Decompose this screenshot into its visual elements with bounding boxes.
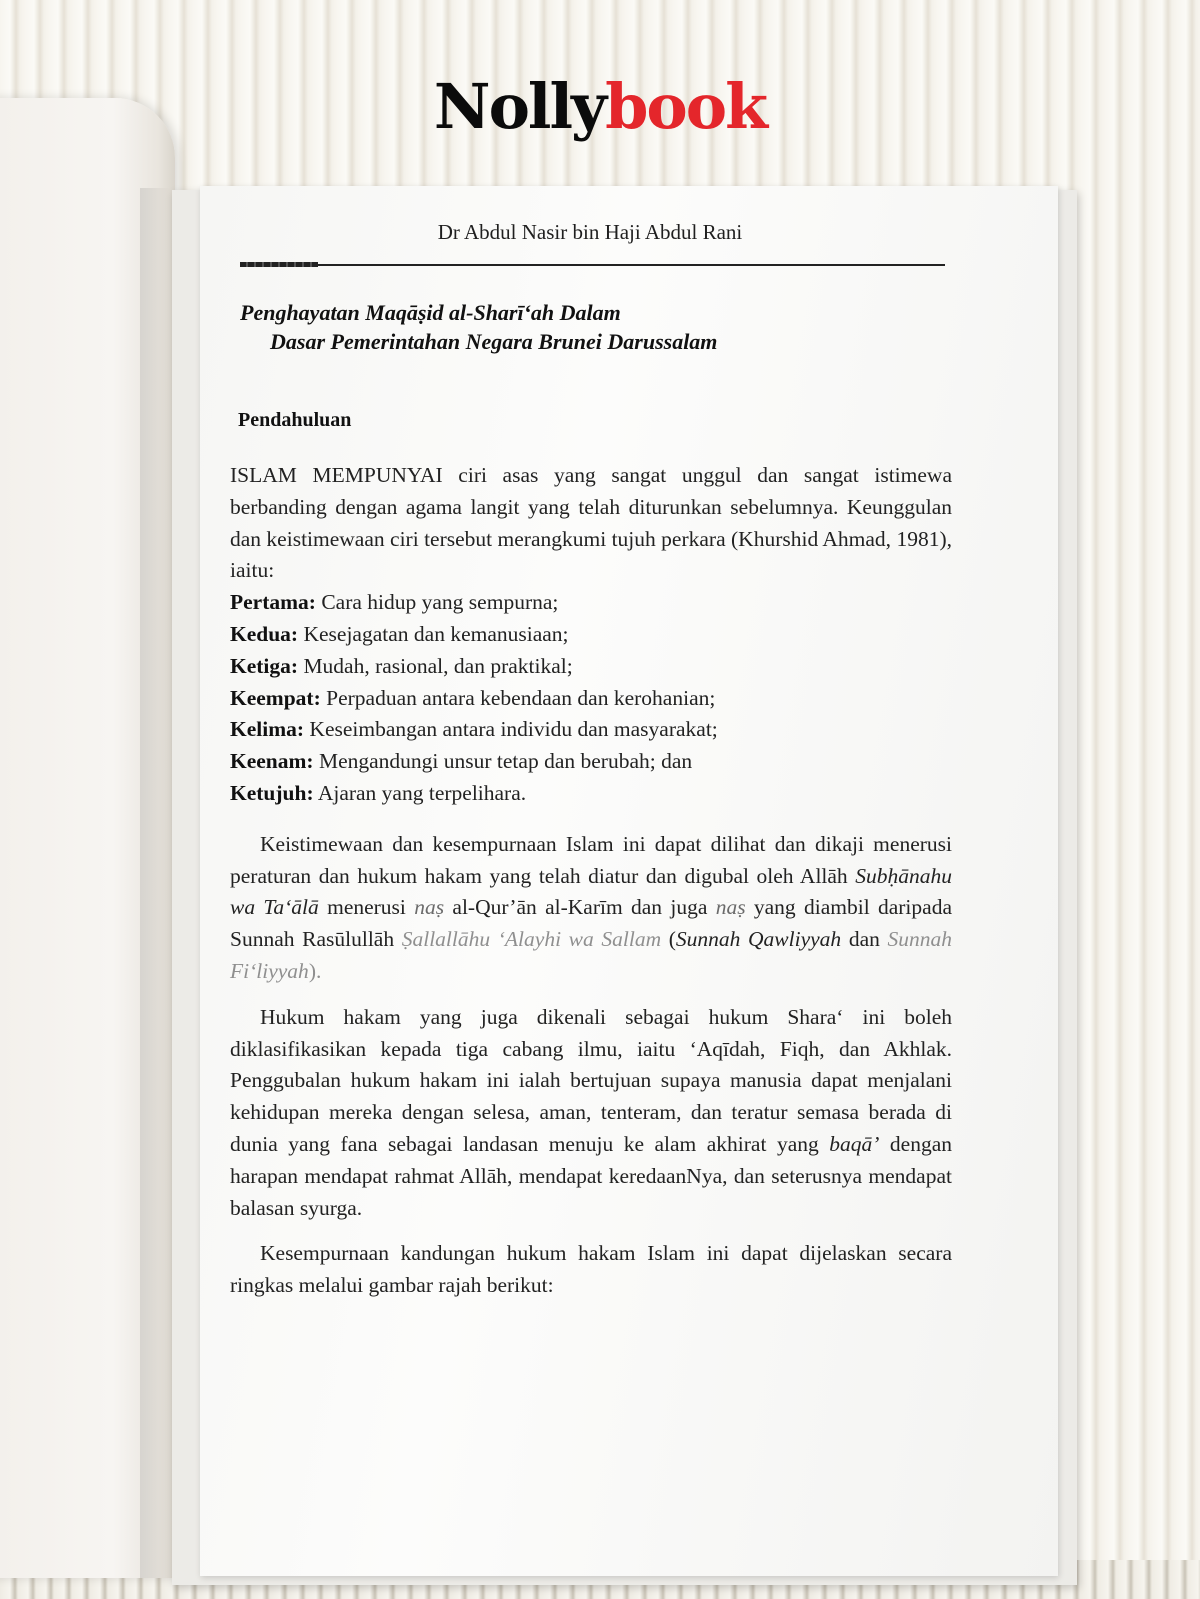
list-item-text: Kesejagatan dan kemanusiaan;	[298, 621, 569, 646]
paragraph-4: Kesempurnaan kandungan hukum hakam Islam ini dapat dijelaskan secara ringkas melalui gambar rajah berikut:	[230, 1241, 952, 1298]
list-item-text: Cara hidup yang sempurna;	[315, 590, 559, 615]
list-item-label: Ketiga:	[230, 653, 299, 678]
list-item	[230, 746, 952, 778]
running-head: Dr Abdul Nasir bin Haji Abdul Rani	[437, 220, 743, 244]
list-item-label: Kelima:	[230, 717, 305, 742]
p2-text: menerusi	[318, 895, 415, 920]
p2-text: (	[661, 927, 676, 952]
paragraph-3	[230, 1002, 952, 1225]
header-rule-ornament	[240, 262, 318, 267]
chapter-title-line1: Penghayatan Maqāṣid al-Sharī‘ah Dalam	[240, 300, 621, 325]
list-item-label: Keenam:	[230, 749, 314, 774]
spine-shadow	[140, 188, 170, 1578]
p2-italic: Subḥānahu wa Ta‘ālā	[230, 863, 952, 920]
p3-italic: baqā’	[829, 1131, 880, 1156]
list-item	[230, 778, 952, 810]
body-text	[230, 460, 952, 1302]
list-item	[230, 683, 952, 715]
p2-italic: Sunnah Fi‘liyyah	[230, 927, 952, 983]
list-item	[230, 619, 952, 651]
brand-logo-part1: Nolly	[433, 70, 606, 143]
list-item	[230, 714, 952, 746]
list-item-label: Pertama:	[230, 590, 316, 615]
list-item-text: Mudah, rasional, dan praktikal;	[298, 653, 573, 678]
p2-text: ).	[308, 958, 322, 983]
p2-text: al-Qur’ān al-Karīm dan juga	[444, 895, 716, 920]
list-item-label: Kedua:	[230, 621, 299, 646]
list-item-text: Perpaduan antara kebendaan dan kerohanian;	[320, 685, 716, 710]
list-item-label: Keempat:	[230, 685, 321, 710]
chapter-title	[240, 298, 960, 356]
p3-text: dengan harapan mendapat rahmat Allāh, mendapat keredaanNya, dan seterusnya mendapat balasan syurga.	[230, 1131, 952, 1220]
intro-paragraph: ISLAM MEMPUNYAI ciri asas yang sangat unggul dan sangat istimewa berbanding dengan agama langit yang telah diturunkan sebelumnya. Keunggulan dan keistimewaan ciri tersebut merangkumi tujuh perkara (Khurshid Ahmad, 1981), iaitu:	[230, 463, 952, 583]
list-item-text: Ajaran yang terpelihara.	[313, 780, 527, 805]
p2-text: yang diambil daripada Sunnah Rasūlullāh	[230, 895, 952, 952]
list-item	[230, 587, 952, 619]
header-rule	[315, 264, 945, 266]
list-item-text: Keseimbangan antara individu dan masyarakat;	[304, 717, 718, 742]
list-item-label: Ketujuh:	[230, 780, 314, 805]
section-heading: Pendahuluan	[238, 409, 352, 431]
chapter-title-line2: Dasar Pemerintahan Negara Brunei Darussalam	[270, 329, 718, 354]
p2-italic: Ṣallallāhu ‘Alayhi wa Sallam	[401, 927, 662, 952]
brand-logo	[0, 70, 1200, 143]
p2-text: Keistimewaan dan kesempurnaan Islam ini dapat dilihat dan dikaji menerusi peraturan dan hukum hakam yang telah diatur dan digubal oleh Allāh	[230, 831, 952, 888]
p2-text: dan	[841, 927, 888, 952]
p3-text: Hukum hakam yang juga dikenali sebagai hukum Shara‘ ini boleh diklasifikasikan kepada tiga cabang ilmu, iaitu ‘Aqīdah, Fiqh, dan Akhlak. Penggubalan hukum hakam ini ialah bertujuan supaya manusia dapat menjalani kehidupan mereka dengan selesa, aman, tenteram, dan teratur semasa berada di dunia yang fana sebagai landasan menuju ke alam akhirat yang	[230, 1004, 952, 1156]
p2-italic: naṣ	[715, 895, 746, 920]
p2-italic: naṣ	[414, 895, 445, 920]
p2-italic: Sunnah Qawliyyah	[675, 927, 842, 952]
brand-logo-part2: book	[605, 70, 767, 143]
list-item-text: Mengandungi unsur tetap dan berubah; dan	[313, 749, 693, 774]
list-item	[230, 651, 952, 683]
paragraph-2	[230, 829, 952, 988]
